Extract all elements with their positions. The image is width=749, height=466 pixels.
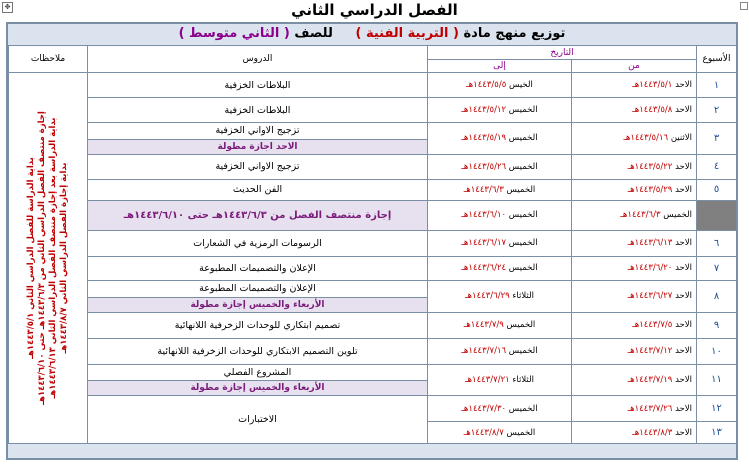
remarks-cell — [9, 73, 88, 444]
date-to — [428, 422, 572, 444]
lesson-title: المشروع الفصلي — [88, 364, 428, 381]
date-value: ١٤٤٣/٧/٩هـ — [463, 320, 504, 330]
date-to — [428, 123, 572, 155]
lesson-title: البلاطات الخزفية — [88, 98, 428, 123]
header-from: من — [572, 60, 697, 73]
date-day: الخيس — [508, 80, 533, 90]
lesson-note: الأربعاء والخميس إجازة مطولة — [88, 381, 428, 396]
table-row — [9, 230, 737, 256]
date-value: ١٤٤٣/٧/٢١هـ — [465, 374, 510, 385]
date-value: ١٤٤٣/٦/٢٧هـ — [627, 291, 673, 302]
date-to — [428, 179, 572, 200]
week-number: ١٠ — [697, 338, 737, 364]
date-from — [572, 123, 697, 155]
date-day: الاحد — [675, 427, 692, 438]
date-value: ١٤٤٣/٥/٨هـ — [632, 105, 673, 115]
table-row — [9, 364, 737, 381]
date-to — [428, 98, 572, 123]
week-number: ٨ — [697, 280, 737, 312]
date-value: ١٤٤٣/٧/١٦هـ — [461, 346, 507, 356]
date-to — [428, 396, 572, 422]
remark-line: بداية الدراسة للفصل الدراسي الثاني ١٤٤٣/٥/١هـ — [26, 157, 36, 359]
table-row — [9, 280, 737, 297]
banner-prefix: توزيع منهج مادة — [463, 26, 566, 41]
date-from — [572, 256, 697, 280]
date-day: الاحد — [675, 374, 692, 385]
date-value: ١٤٤٣/٨/٧هـ — [463, 427, 504, 438]
date-value: ١٤٤٣/٥/١هـ — [632, 80, 673, 90]
table-row — [9, 338, 737, 364]
week-number: ١٣ — [697, 422, 737, 444]
table-row — [9, 200, 737, 230]
date-day: الاحد — [675, 346, 692, 356]
lesson-title: الاختبارات — [88, 396, 428, 444]
date-day: الخميس — [506, 427, 536, 438]
date-value: ١٤٤٣/٧/١٩هـ — [627, 374, 673, 385]
header-to: إلى — [428, 60, 572, 73]
date-day: الاحد — [675, 80, 692, 90]
date-to — [428, 364, 572, 396]
lesson-title: الفن الحديث — [88, 179, 428, 200]
date-value: ١٤٤٣/٦/١٧هـ — [461, 238, 507, 249]
banner-grade: ( الثاني متوسط ) — [178, 26, 290, 41]
date-value: ١٤٤٣/٧/٢٦هـ — [627, 403, 673, 414]
table-row — [9, 312, 737, 338]
date-from — [572, 280, 697, 312]
date-day: الخميس — [508, 210, 538, 221]
table-row — [9, 123, 737, 140]
date-value: ١٤٤٣/٥/٥هـ — [466, 80, 507, 90]
lesson-title: الإعلان والتصميمات المطبوعة — [88, 256, 428, 280]
table-row — [9, 154, 737, 179]
header-lessons: الدروس — [88, 46, 428, 73]
date-day: الاحد — [675, 238, 692, 249]
week-number: ١ — [697, 73, 737, 98]
date-value: ١٤٤٣/٧/٣٠هـ — [461, 403, 507, 414]
date-from — [572, 396, 697, 422]
date-day: الخميس — [508, 403, 538, 414]
date-value: ١٤٤٣/٨/٣هـ — [632, 427, 673, 438]
remark-line: بداية الدراسة بعد إجازة منتصف الفصل الدراسي الثاني ١٤٤٣/٦/١٣هـ — [48, 117, 58, 399]
table-row — [9, 179, 737, 200]
curriculum-table — [8, 45, 737, 444]
date-from — [572, 312, 697, 338]
date-from — [572, 422, 697, 444]
date-from — [572, 338, 697, 364]
week-number: ١٢ — [697, 396, 737, 422]
table-move-handle-icon[interactable]: ✥ — [2, 2, 13, 13]
date-from — [572, 200, 697, 230]
table-banner — [8, 24, 736, 44]
remark-line: بداية إجازة الفصل الدراسي الثاني ١٤٤٣/٨/٧هـ — [59, 162, 69, 354]
date-to — [428, 73, 572, 98]
date-value: ١٤٤٣/٥/١٩هـ — [461, 133, 507, 144]
table-row — [9, 73, 737, 98]
week-number: ١١ — [697, 364, 737, 396]
week-number: ٣ — [697, 123, 737, 155]
header-row — [9, 46, 737, 60]
date-day: الخميس — [663, 210, 692, 221]
date-value: ١٤٤٣/٥/٢٦هـ — [461, 161, 507, 172]
date-day: الخميس — [508, 105, 538, 115]
date-to — [428, 256, 572, 280]
date-to — [428, 230, 572, 256]
date-day: الاحد — [675, 403, 692, 414]
lesson-title: الرسومات الرمزية في الشعارات — [88, 230, 428, 256]
date-day: الاثنين — [670, 133, 692, 144]
date-day: الاحد — [675, 263, 692, 274]
lesson-title: تزجيج الاواني الخزفية — [88, 123, 428, 140]
date-value: ١٤٤٣/٦/١٣هـ — [627, 238, 673, 249]
table-row — [9, 98, 737, 123]
date-from — [572, 230, 697, 256]
date-from — [572, 364, 697, 396]
banner-middle: للصف — [294, 26, 333, 41]
date-value: ١٤٤٣/٥/١٦هـ — [623, 133, 669, 144]
table-row — [9, 396, 737, 422]
week-number: ٧ — [697, 256, 737, 280]
remarks-text — [26, 78, 70, 438]
lesson-note: الأربعاء والخميس إجازة مطولة — [88, 297, 428, 312]
date-value: ١٤٤٣/٦/٢٠هـ — [627, 263, 673, 274]
date-to — [428, 154, 572, 179]
date-day: الخميس — [506, 320, 536, 330]
lesson-title: تلوين التصميم الابتكاري للوحدات الزخرفية اللانهائية — [88, 338, 428, 364]
lesson-title: تصميم ابتكاري للوحدات الزخرفية اللانهائية — [88, 312, 428, 338]
date-value: ١٤٤٣/٧/٥هـ — [632, 320, 673, 330]
lesson-title: الإعلان والتصميمات المطبوعة — [88, 280, 428, 297]
date-value: ١٤٤٣/٦/١٠هـ — [461, 210, 507, 221]
date-from — [572, 73, 697, 98]
midterm-holiday: إجازة منتصف الفصل من ١٤٤٣/٦/٣هـ حتى ١٤٤٣/٦/١٠هـ — [88, 200, 428, 230]
date-value: ١٤٤٣/٦/٢٩هـ — [465, 291, 510, 302]
remark-line: إجازة منتصف الفصل الدراسي الثاني من ١٤٤٣/٦/٣هـ حتى ١٤٤٣/٦/١٠هـ — [37, 111, 47, 405]
week-number — [697, 200, 737, 230]
date-day: الاحد — [675, 291, 692, 302]
date-to — [428, 280, 572, 312]
date-from — [572, 179, 697, 200]
date-to — [428, 200, 572, 230]
week-number: ٤ — [697, 154, 737, 179]
date-from — [572, 98, 697, 123]
date-day: الثلاثاء — [512, 291, 534, 302]
date-value: ١٤٤٣/٧/١٢هـ — [627, 346, 673, 356]
date-value: ١٤٤٣/٦/٣هـ — [620, 210, 661, 221]
week-number: ٩ — [697, 312, 737, 338]
date-day: الخميس — [508, 238, 538, 249]
date-day: الاحد — [675, 161, 692, 172]
table-row — [9, 256, 737, 280]
header-date: التاريخ — [428, 46, 697, 60]
page-title: الفصل الدراسي الثاني — [291, 1, 458, 19]
date-day: الخميس — [508, 133, 538, 144]
week-number: ٢ — [697, 98, 737, 123]
lesson-title: البلاطات الخزفية — [88, 73, 428, 98]
date-value: ١٤٤٣/٦/٣هـ — [463, 184, 504, 195]
week-number: ٥ — [697, 179, 737, 200]
banner-subject: ( التربية الفنية ) — [355, 26, 459, 41]
date-to — [428, 338, 572, 364]
date-day: الاحد — [675, 320, 692, 330]
date-value: ١٤٤٣/٥/٢٩هـ — [627, 184, 673, 195]
date-day: الخميس — [508, 346, 538, 356]
date-day: الثلاثاء — [512, 374, 534, 385]
lesson-note: الاحد اجازة مطولة — [88, 139, 428, 154]
date-day: الخميس — [508, 263, 538, 274]
lesson-title: تزجيج الاواني الخزفية — [88, 154, 428, 179]
curriculum-table-frame — [6, 22, 738, 460]
date-day: الاحد — [675, 184, 692, 195]
date-value: ١٤٤٣/٥/١٢هـ — [461, 105, 507, 115]
date-to — [428, 312, 572, 338]
date-day: الخميس — [506, 184, 536, 195]
week-number: ٦ — [697, 230, 737, 256]
header-remarks: ملاحظات — [9, 46, 88, 73]
header-week: الأسبوع — [697, 46, 737, 73]
date-day: الخميس — [508, 161, 538, 172]
date-value: ١٤٤٣/٦/٢٤هـ — [461, 263, 507, 274]
date-day: الاحد — [675, 105, 692, 115]
date-value: ١٤٤٣/٥/٢٢هـ — [627, 161, 673, 172]
date-from — [572, 154, 697, 179]
